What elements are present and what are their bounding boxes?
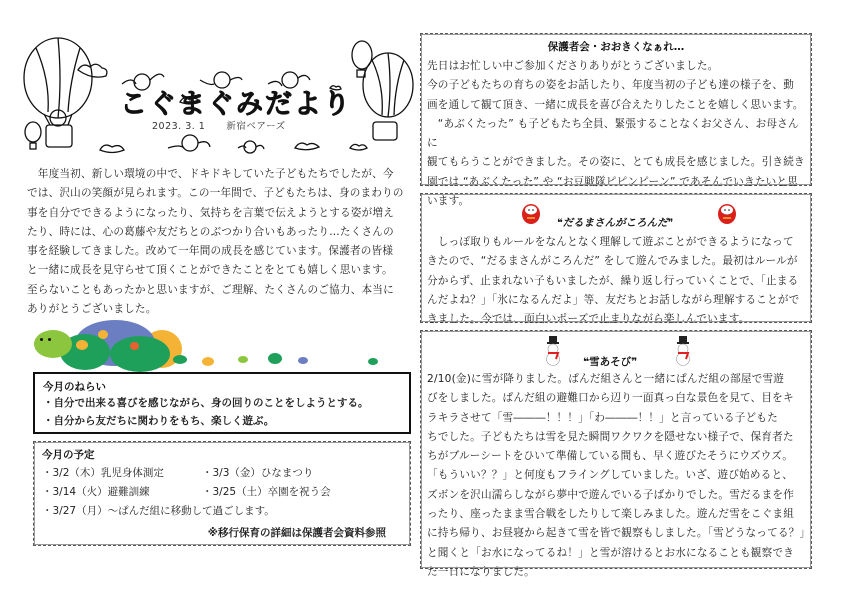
caterpillar-illustration — [30, 320, 400, 370]
snow-text — [427, 370, 811, 582]
aims-heading: 今月のねらい — [43, 381, 106, 393]
text-line: ったり、座ったまま雪合戦をしたりして楽しみました。遊んだ雪をこぐま組 — [427, 508, 794, 521]
text-line: ちでした。子どもたちは雪を見た瞬間ワクワクを隠せない様子で、保育者た — [427, 430, 794, 443]
schedule-item: ・3/25（土）卒園を祝う会 — [202, 486, 331, 498]
issue-date-line — [152, 118, 286, 132]
intro-line: 事を自分でできるようになったり、気持ちを言葉で伝えようとする姿が増え — [27, 206, 394, 219]
monthly-aims-box — [33, 372, 411, 434]
page-title: こぐまぐみだより — [120, 89, 352, 120]
schedule-row — [42, 464, 402, 483]
aims-item: ・自分から友だちに関わりをもち、楽しく遊ぶ。 — [43, 415, 275, 427]
intro-line: ありがとうございました。 — [27, 303, 157, 316]
intro-line: 事を経験してきました。改めて一年間の成長を感じています。保護者の皆様 — [27, 245, 394, 258]
intro-line: 至らないこともあったかと思いますが、ご理解、たくさんのご協力、本当に — [27, 283, 394, 296]
snow-heading-row — [427, 334, 805, 370]
text-line: きたので、“だるまさんがころんだ” をして遊んでみました。最初はルールが — [427, 255, 798, 268]
daruma-icon — [717, 201, 737, 225]
schedule-row — [42, 502, 402, 521]
text-line: 「もういい？？」と何度もフライングしていました。いざ、遊び始めると、 — [427, 469, 794, 482]
schedule-item: ・3/2（木）乳児身体測定 — [42, 467, 164, 479]
text-line: びをしました。ぱんだ組の避難口から辺り一面真っ白な景色を見て、目をキ — [427, 392, 794, 405]
daruma-heading: ❝だるまさんがころんだ❞ — [557, 217, 674, 229]
text-line: た一日になりました。 — [427, 565, 535, 578]
aims-item: ・自分で出来る喜びを感じながら、身の回りのことをしようとする。 — [43, 397, 369, 409]
schedule-row — [42, 483, 402, 502]
intro-line: と一緒に成長を見守らせて頂くことができたことをとても嬉しく思います。 — [27, 264, 393, 277]
snow-play-box — [420, 330, 812, 578]
text-line: しっぽ取りもルールをなんとなく理解して遊ぶことができるようになって — [427, 236, 794, 248]
issue-date: 2023. 3. 1 — [152, 121, 206, 132]
intro-paragraph — [27, 165, 419, 319]
text-line: ズボンを沢山濡らしながら夢中で遊んでいる子ばかりでした。雪だるまを作 — [427, 488, 794, 501]
text-line: 観てもらうことができました。その姿に、とても成長を感じました。引き続き — [427, 156, 805, 169]
schedule-heading: 今月の予定 — [42, 449, 95, 461]
text-line: 2/10(金)に雪が降りました。ぱんだ組さんと一緒にぱんだ組の部屋で雪遊 — [427, 373, 785, 385]
class-name: 新宿ベアーズ — [226, 121, 286, 132]
intro-line: 年度当初、新しい環境の中で、ドキドキしていた子どもたちでしたが、今 — [27, 168, 394, 180]
text-line: 先日はお忙しい中ご参加くださりありがとうございました。 — [427, 60, 719, 72]
parents-meeting-heading: 保護者会・おおきくなぁれ… — [547, 41, 685, 53]
schedule-item: ・3/27（月）～ぱんだ組に移動して過ごします。 — [42, 505, 275, 517]
intro-line: たり、時には、心の葛藤や友だちとのぶつかり合いもあったり…たくさんの — [27, 225, 394, 238]
text-line: 画を通して観て頂き、一緒に成長を喜び合えたりしたことを嬉しく思います。 — [427, 98, 804, 111]
text-line: きました。今では、面白いポーズで止まりながら楽しんでいます。 — [427, 313, 750, 326]
snowman-icon — [545, 336, 561, 366]
text-line: ちがブルーシートをひいて準備している間も、早く遊びたそうにウズウズ。 — [427, 450, 794, 463]
text-line: んだよね？」「氷になるんだよ」等、友だちとお話しながら理解することがで — [427, 293, 800, 306]
intro-line: では、沢山の笑顔が見られます。この一年間で、子どもたちは、身のまわりの — [27, 187, 404, 200]
parents-meeting-text — [427, 57, 805, 211]
schedule-note: ※移行保育の詳細は保護者会資料参照 — [207, 527, 386, 539]
parents-meeting-box — [420, 33, 812, 208]
schedule-item: ・3/14（火）避難訓練 — [42, 486, 150, 498]
text-line: 園では “あぶくたった” や “お豆戦隊ピピンピーン” であそんでいきたいと思 — [427, 175, 798, 188]
daruma-text — [427, 233, 805, 329]
monthly-schedule-box — [33, 441, 411, 546]
text-line: “あぶくたった” も子どもたち全員、緊張することなくお父さん、お母さんに — [427, 117, 799, 150]
text-line: と聞くと「お水になってるね！」と雪が溶けるとお水になることも観察でき — [427, 546, 794, 559]
daruma-game-box — [420, 193, 812, 326]
text-line: 分からず、止まれない子もいましたが、繰り返し行っていくことで、「止まる — [427, 274, 799, 287]
schedule-item: ・3/3（金）ひなまつり — [202, 467, 314, 479]
daruma-heading-row — [427, 197, 805, 233]
daruma-icon — [521, 201, 541, 225]
snow-heading: ❝雪あそび❞ — [583, 356, 638, 368]
snowman-icon — [675, 336, 691, 366]
text-line: います。 — [427, 195, 470, 208]
text-line: に持ち帰り、お昼寝から起きて雪を皆で観察もしました。「雪どうなってる？」 — [427, 527, 811, 540]
text-line: ラキラさせて「雪―――！！！」「わ―――！！」と言っている子どもた — [427, 411, 778, 424]
text-line: 今の子どもたちの育ちの姿をお話したり、年度当初の子ども達の様子を、動 — [427, 79, 794, 92]
